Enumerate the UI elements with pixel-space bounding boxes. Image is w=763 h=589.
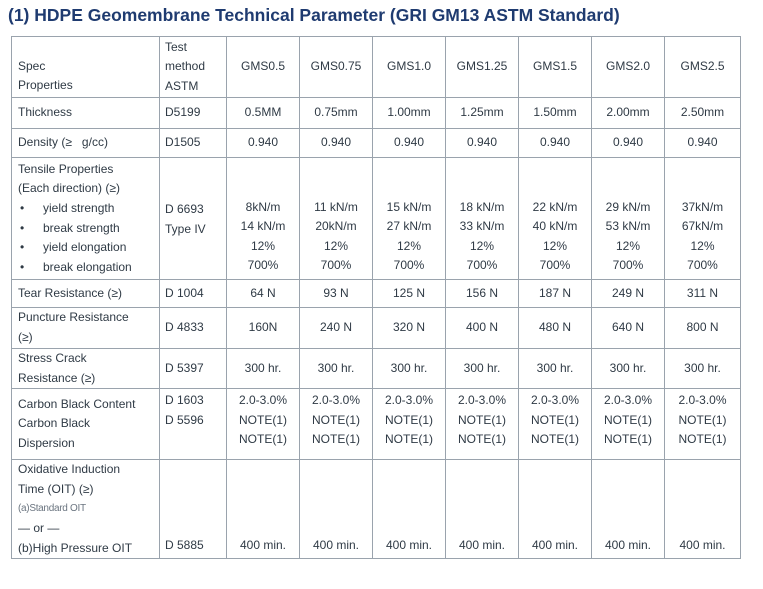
- value-cell: 400 min.: [373, 460, 446, 559]
- value-cell: 400 min.: [519, 460, 592, 559]
- value-cell: 320 N: [373, 308, 446, 349]
- grade-header: GMS1.25: [446, 37, 519, 98]
- oit-row: [12, 460, 741, 559]
- value-cell: 800 N: [665, 308, 741, 349]
- value-cell: 1.25mm: [446, 98, 519, 129]
- value-cell: 0.940: [373, 129, 446, 158]
- value-cell: 300 hr.: [227, 349, 300, 389]
- value-cell: 18 kN/m 33 kN/m 12% 700%: [446, 158, 519, 280]
- bullet-item: • yield elongation: [20, 240, 127, 255]
- property-cell: Stress Crack Resistance (≥): [12, 349, 160, 389]
- value-cell: 2.0-3.0% NOTE(1) NOTE(1): [227, 389, 300, 460]
- value-cell: 400 N: [446, 308, 519, 349]
- value-cell: 0.5MM: [227, 98, 300, 129]
- value-cell: 400 min.: [446, 460, 519, 559]
- value-cell: 300 hr.: [519, 349, 592, 389]
- property-cell: Thickness: [12, 98, 160, 129]
- puncture-row: [12, 308, 741, 349]
- header-row: [12, 37, 741, 98]
- method-cell: D1505: [160, 129, 227, 158]
- grade-header: GMS1.5: [519, 37, 592, 98]
- value-cell: 0.75mm: [300, 98, 373, 129]
- value-cell: 0.940: [592, 129, 665, 158]
- grade-header: GMS2.0: [592, 37, 665, 98]
- property-cell: Carbon Black Content Carbon Black Dispersion: [12, 389, 160, 460]
- bullet-item: • break strength: [20, 220, 120, 235]
- thickness-row: [12, 98, 741, 129]
- carbon-black-row: [12, 389, 741, 460]
- tensile-row: [12, 158, 741, 280]
- tear-row: [12, 280, 741, 308]
- value-cell: 1.00mm: [373, 98, 446, 129]
- grade-header: GMS0.75: [300, 37, 373, 98]
- value-cell: 37kN/m 67kN/m 12% 700%: [665, 158, 741, 280]
- value-cell: 22 kN/m 40 kN/m 12% 700%: [519, 158, 592, 280]
- value-cell: 2.0-3.0% NOTE(1) NOTE(1): [519, 389, 592, 460]
- method-cell: D 6693 Type IV: [160, 158, 227, 280]
- value-cell: 300 hr.: [300, 349, 373, 389]
- value-cell: 2.0-3.0% NOTE(1) NOTE(1): [592, 389, 665, 460]
- value-cell: 249 N: [592, 280, 665, 308]
- header-spec-cell: Spec Properties: [12, 37, 160, 98]
- header-method-cell: Test method ASTM: [160, 37, 227, 98]
- bullet-item: • break elongation: [20, 259, 132, 274]
- value-cell: 64 N: [227, 280, 300, 308]
- value-cell: 2.00mm: [592, 98, 665, 129]
- property-cell: Density (≥ g/cc): [12, 129, 160, 158]
- grade-header: GMS1.0: [373, 37, 446, 98]
- density-row: [12, 129, 741, 158]
- value-cell: 300 hr.: [665, 349, 741, 389]
- value-cell: 2.50mm: [665, 98, 741, 129]
- value-cell: 300 hr.: [446, 349, 519, 389]
- value-cell: 300 hr.: [373, 349, 446, 389]
- grade-header: GMS0.5: [227, 37, 300, 98]
- value-cell: 8kN/m 14 kN/m 12% 700%: [227, 158, 300, 280]
- grade-header: GMS2.5: [665, 37, 741, 98]
- value-cell: 11 kN/m 20kN/m 12% 700%: [300, 158, 373, 280]
- value-cell: 0.940: [227, 129, 300, 158]
- value-cell: 93 N: [300, 280, 373, 308]
- value-cell: 2.0-3.0% NOTE(1) NOTE(1): [300, 389, 373, 460]
- value-cell: 640 N: [592, 308, 665, 349]
- value-cell: 15 kN/m 27 kN/m 12% 700%: [373, 158, 446, 280]
- value-cell: 156 N: [446, 280, 519, 308]
- property-cell: Oxidative Induction Time (OIT) (≥) (a)Standard OIT — or — (b)High Pressure OIT: [12, 460, 160, 559]
- method-cell: D 5397: [160, 349, 227, 389]
- value-cell: 1.50mm: [519, 98, 592, 129]
- value-cell: 160N: [227, 308, 300, 349]
- page-title: (1) HDPE Geomembrane Technical Parameter (GRI GM13 ASTM Standard): [8, 5, 620, 25]
- value-cell: 0.940: [446, 129, 519, 158]
- value-cell: 2.0-3.0% NOTE(1) NOTE(1): [665, 389, 741, 460]
- value-cell: 2.0-3.0% NOTE(1) NOTE(1): [373, 389, 446, 460]
- method-cell: D 5885: [160, 460, 227, 559]
- method-cell: D 1603 D 5596: [160, 389, 227, 460]
- value-cell: 0.940: [665, 129, 741, 158]
- value-cell: 311 N: [665, 280, 741, 308]
- property-cell: Puncture Resistance (≥): [12, 308, 160, 349]
- value-cell: 0.940: [300, 129, 373, 158]
- value-cell: 400 min.: [592, 460, 665, 559]
- value-cell: 400 min.: [665, 460, 741, 559]
- stress-crack-row: [12, 349, 741, 389]
- method-cell: D 1004: [160, 280, 227, 308]
- value-cell: 300 hr.: [592, 349, 665, 389]
- value-cell: 400 min.: [227, 460, 300, 559]
- technical-parameter-table: [11, 36, 741, 559]
- value-cell: 400 min.: [300, 460, 373, 559]
- value-cell: 29 kN/m 53 kN/m 12% 700%: [592, 158, 665, 280]
- bullet-item: • yield strength: [20, 200, 115, 215]
- value-cell: 480 N: [519, 308, 592, 349]
- value-cell: 187 N: [519, 280, 592, 308]
- value-cell: 240 N: [300, 308, 373, 349]
- method-cell: D 4833: [160, 308, 227, 349]
- property-cell: Tear Resistance (≥): [12, 280, 160, 308]
- value-cell: 0.940: [519, 129, 592, 158]
- value-cell: 2.0-3.0% NOTE(1) NOTE(1): [446, 389, 519, 460]
- property-cell: Tensile Properties (Each direction) (≥) • yield strength • break strength • yield elongation • break elongation: [12, 158, 160, 280]
- method-cell: D5199: [160, 98, 227, 129]
- value-cell: 125 N: [373, 280, 446, 308]
